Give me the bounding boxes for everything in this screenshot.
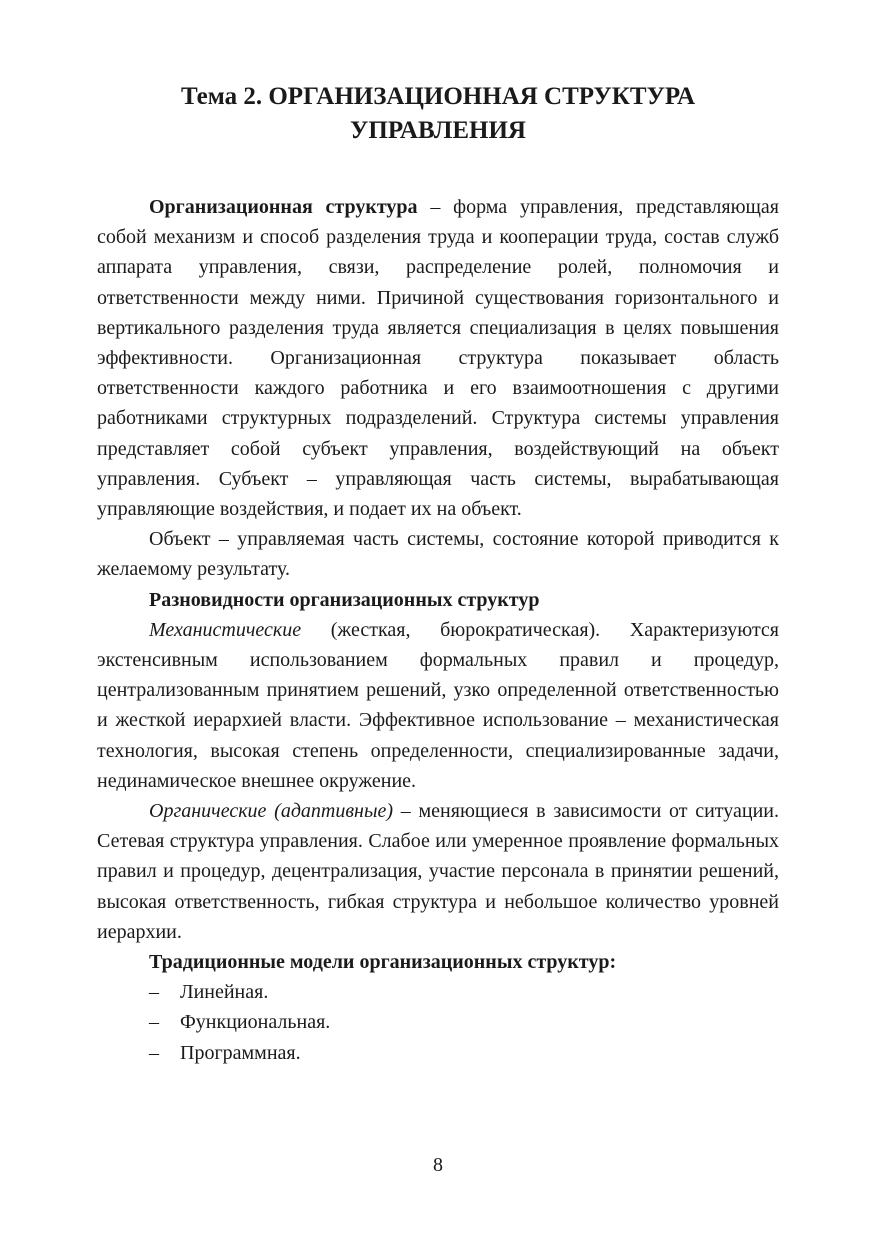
list-item-label: Программная.	[180, 1041, 301, 1064]
list-item-label: Функциональная.	[180, 1011, 331, 1034]
list-item	[97, 1007, 779, 1037]
list-dash: –	[149, 1011, 159, 1034]
mechanistic-paragraph	[97, 615, 779, 796]
page-number: 8	[433, 1154, 443, 1176]
definition-paragraph	[97, 192, 779, 524]
body-text	[97, 192, 779, 1068]
definition-text: – форма управления, представляющая собой механизм и способ разделения труда и кооперации труда, состав служб аппарата управления, связи, распределение ролей, полномочия и ответственности между ними. Причиной существования горизонтального и вертикального разделения труда является специализация в целях повышения эффективности. Организационная структура показывает область ответственности каждого работника и его взаимоотношения с другими работниками структурных подразделений. Структура системы управления представляет собой субъект управления, воздействующий на объект управления. Субъект – управляющая часть системы, вырабатывающая управляющие воздействия, и подает их на объект.	[97, 196, 779, 521]
list-item	[97, 1038, 779, 1068]
page-content	[97, 80, 779, 1068]
list-dash: –	[149, 981, 159, 1004]
list-item-label: Линейная.	[180, 981, 269, 1004]
models-heading: Традиционные модели организационных структур:	[149, 951, 617, 974]
list-dash: –	[149, 1041, 159, 1064]
organic-term: Органические (адаптивные)	[149, 800, 394, 823]
models-list	[97, 977, 779, 1068]
list-item	[97, 977, 779, 1007]
mechanistic-text: (жесткая, бюрократическая). Характеризуются экстенсивным использованием формальных правил и процедур, централизованным принятием решений, узко определенной ответственностью и жесткой иерархией власти. Эффективное использование – механистическая технология, высокая степень определенности, специализированные задачи, нединамическое внешнее окружение.	[97, 618, 779, 792]
types-heading: Разновидности организационных структур	[149, 588, 540, 611]
page-title-line-2: УПРАВЛЕНИЯ	[350, 117, 526, 144]
definition-term: Организационная структура	[149, 196, 418, 218]
organic-text: – меняющиеся в зависимости от ситуации. Сетевая структура управления. Слабое или умеренное проявление формальных правил и процедур, децентрализация, участие персонала в принятии решений, высокая ответственность, гибкая структура и небольшое количество уровней иерархии.	[97, 800, 779, 943]
page-title-line-1: Тема 2. ОРГАНИЗАЦИОННАЯ СТРУКТУРА	[180, 83, 696, 110]
organic-paragraph	[97, 796, 779, 947]
mechanistic-term: Механистические	[149, 618, 302, 641]
object-paragraph: Объект – управляемая часть системы, состояние которой приводится к желаемому результату.	[97, 528, 779, 581]
page-title	[97, 80, 779, 148]
